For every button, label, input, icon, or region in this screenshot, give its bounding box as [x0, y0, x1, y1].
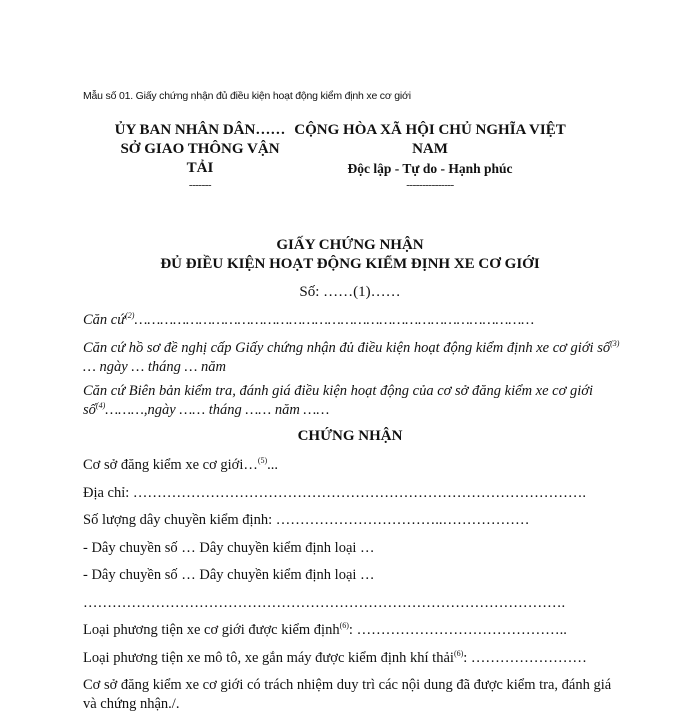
basis-dossier-date: … ngày … tháng … năm: [83, 359, 226, 375]
basis-legal-dots: …………………………………………………………………………………: [134, 312, 535, 328]
responsibility-clause: Cơ sở đăng kiểm xe cơ giới có trách nhiệm duy trì các nội dung đã được kiểm tra, đánh giá và chứng nhận./.: [83, 677, 612, 712]
basis-report-text: Căn cứ Biên bản kiểm tra, đánh giá điều kiện hoạt động của cơ sở đăng kiểm xe cơ giới: [83, 383, 594, 399]
motorbike-emission-field: [83, 649, 623, 668]
motorbike-emission-tail: : ……………………: [463, 650, 587, 666]
vehicle-type-label: Loại phương tiện xe cơ giới được kiểm định: [83, 622, 340, 638]
national-header: [285, 121, 575, 192]
form-number-label: Mẫu số 01. Giấy chứng nhận đủ điều kiện hoạt động kiểm định xe cơ giới: [83, 90, 411, 102]
basis-report-so: số: [83, 402, 96, 418]
motto-divider: ---------------: [406, 179, 454, 191]
basis-inspection-report: [83, 382, 623, 420]
continuation-dots: ……………………………………………………………………………………….: [83, 595, 566, 611]
note-4: (4): [95, 401, 106, 411]
basis-dossier-so: số: [597, 340, 611, 356]
note-6b: (6): [453, 649, 464, 659]
note-2: (2): [125, 311, 135, 321]
certificate-number: Số: ……(1)……: [299, 284, 401, 300]
national-name-line-2: NAM: [412, 141, 448, 157]
facility-name-label: Cơ sở đăng kiểm xe cơ giới…: [83, 457, 258, 473]
issuing-authority-header: [105, 121, 295, 192]
basis-report-date: ………,ngày …… tháng …… năm ……: [105, 402, 330, 418]
note-6a: (6): [339, 621, 349, 631]
vehicle-type-tail: : ……………………………………..: [348, 622, 567, 638]
title-line-1: GIẤY CHỨNG NHẬN: [276, 237, 424, 253]
basis-dossier: [83, 339, 623, 377]
facility-name-field: [83, 456, 623, 475]
authority-line-1: ỦY BAN NHÂN DÂN……: [114, 122, 286, 138]
inspection-line-2: - Dây chuyền số … Dây chuyền kiểm định loại …: [83, 567, 375, 583]
national-name-line-1: CỘNG HÒA XÃ HỘI CHỦ NGHĨA VIỆT: [294, 122, 566, 138]
authority-line-2: SỞ GIAO THÔNG VẬN: [120, 141, 280, 157]
line-count-field: Số lượng dây chuyền kiểm định: ……………………………..………………: [83, 512, 530, 528]
basis-dossier-text: Căn cứ hồ sơ đề nghị cấp Giấy chứng nhận đủ điều kiện hoạt động kiểm định xe cơ giới: [83, 340, 594, 356]
vehicle-type-field: [83, 621, 623, 640]
authority-divider: -------: [188, 179, 212, 191]
certification-heading: CHỨNG NHẬN: [297, 428, 403, 444]
note-3: (3): [610, 339, 620, 349]
address-field: Địa chỉ: ………………………………………………………………………………….: [83, 485, 587, 501]
facility-name-tail: ...: [267, 457, 279, 473]
basis-legal: [83, 311, 623, 330]
national-motto: Độc lập - Tự do - Hạnh phúc: [347, 161, 513, 176]
title-line-2: ĐỦ ĐIỀU KIỆN HOẠT ĐỘNG KIỂM ĐỊNH XE CƠ GIỚI: [160, 256, 540, 272]
document-title: [0, 236, 700, 274]
note-5: (5): [257, 456, 268, 466]
inspection-line-1: - Dây chuyền số … Dây chuyền kiểm định loại …: [83, 540, 375, 556]
authority-line-3: TẢI: [186, 160, 214, 176]
basis-legal-label: Căn cứ: [83, 312, 126, 328]
motorbike-emission-label: Loại phương tiện xe mô tô, xe gắn máy được kiểm định khí thải: [83, 650, 454, 666]
